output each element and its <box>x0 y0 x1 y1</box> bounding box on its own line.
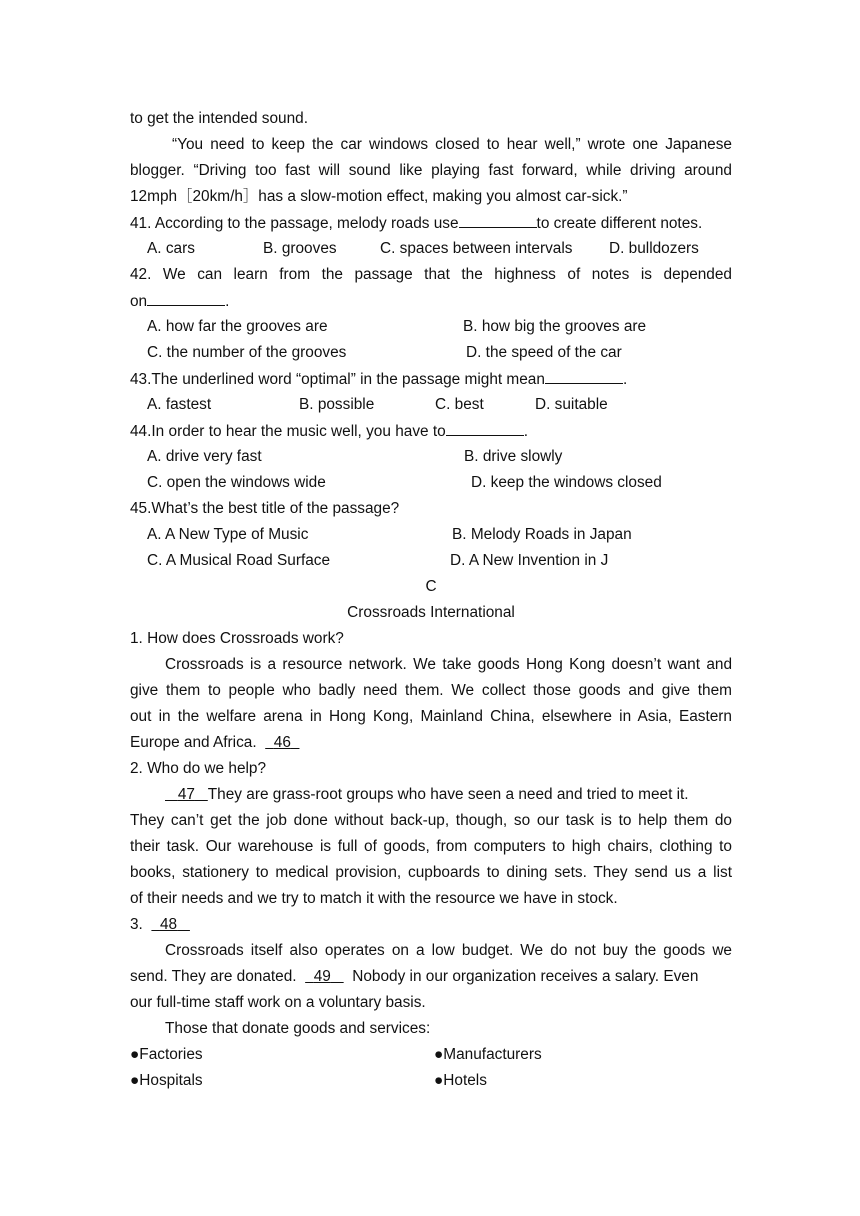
question-42-stem-cont: on . <box>130 288 732 314</box>
paragraph-line: Europe and Africa. 46 <box>130 730 732 756</box>
q45-option-a: A. A New Type of Music <box>147 526 309 543</box>
paragraph-line: Crossroads itself also operates on a low budget. We do not buy the goods we <box>165 942 732 959</box>
passage-line: to get the intended sound. <box>130 110 308 127</box>
q44-option-c: C. open the windows wide <box>147 474 326 491</box>
question-41-stem: 41. According to the passage, melody roads use to create different notes. <box>130 210 732 236</box>
q45-option-d: D. A New Invention in J <box>450 552 609 569</box>
paragraph-line: Crossroads is a resource network. We take goods Hong Kong doesn’t want and <box>165 656 732 673</box>
q42-option-a: A. how far the grooves are <box>147 318 328 335</box>
section-heading-1: 1. How does Crossroads work? <box>130 630 344 647</box>
question-43-stem: 43.The underlined word “optimal” in the passage might mean . <box>130 366 732 392</box>
q42-option-d: D. the speed of the car <box>466 344 622 361</box>
blank-47: 47 <box>177 786 195 803</box>
paragraph-line: our full-time staff work on a voluntary basis. <box>130 994 426 1011</box>
section-letter: C <box>425 578 437 595</box>
answer-blank <box>446 418 524 436</box>
passage-line: blogger. “Driving too fast will sound like playing fast forward, while driving around <box>130 162 732 179</box>
paragraph-line: send. They are donated. 49 Nobody in our organization receives a salary. Even <box>130 968 699 985</box>
section-heading-2: 2. Who do we help? <box>130 760 267 777</box>
q41-option-c: C. spaces between intervals <box>380 240 573 257</box>
question-44-stem: 44.In order to hear the music well, you have to . <box>130 418 732 444</box>
paragraph-line: give them to people who badly need them. We collect those goods and give them <box>130 682 732 699</box>
q41-option-d: D. bulldozers <box>609 240 699 257</box>
section-title: Crossroads International <box>347 604 515 621</box>
passage-line: 12mph［20km/h］has a slow-motion effect, making you almost car-sick.” <box>130 188 628 205</box>
q42-option-c: C. the number of the grooves <box>147 344 347 361</box>
paragraph-line: They can’t get the job done without back-up, though, so our task is to help them do <box>130 812 732 829</box>
paragraph-line: books, stationery to medical provision, cupboards to dining sets. They send us a list <box>130 864 732 881</box>
q44-option-b: B. drive slowly <box>464 448 563 465</box>
q44-option-d: D. keep the windows closed <box>471 474 662 491</box>
blank-46: 46 <box>273 734 291 751</box>
q42-option-b: B. how big the grooves are <box>463 318 647 335</box>
section-heading-3: 3. 48 <box>130 912 732 938</box>
answer-blank <box>545 366 623 384</box>
paragraph-line: out in the welfare arena in Hong Kong, Mainland China, elsewhere in Asia, Eastern <box>130 708 732 725</box>
q41-option-b: B. grooves <box>263 240 337 257</box>
paragraph-line: their task. Our warehouse is full of goods, from computers to high chairs, clothing to <box>130 838 732 855</box>
q44-option-a: A. drive very fast <box>147 448 262 465</box>
q45-option-b: B. Melody Roads in Japan <box>452 526 632 543</box>
answer-blank <box>459 210 537 228</box>
donor-list-item: ●Factories <box>130 1046 203 1063</box>
donor-list-item: ●Hotels <box>434 1072 487 1089</box>
question-42-stem: 42. We can learn from the passage that the highness of notes is depended <box>130 266 732 283</box>
donor-list-item: ●Hospitals <box>130 1072 203 1089</box>
q43-option-b: B. possible <box>299 396 375 413</box>
donor-list-item: ●Manufacturers <box>434 1046 542 1063</box>
paragraph-line: 47 They are grass-root groups who have seen a need and tried to meet it. <box>165 782 732 808</box>
q41-option-a: A. cars <box>147 240 195 257</box>
q45-option-c: C. A Musical Road Surface <box>147 552 331 569</box>
answer-blank <box>147 288 225 306</box>
blank-49: 49 <box>313 968 331 985</box>
blank-48: 48 <box>159 916 178 933</box>
q43-option-d: D. suitable <box>535 396 608 413</box>
question-45-stem: 45.What’s the best title of the passage? <box>130 500 400 517</box>
q43-option-a: A. fastest <box>147 396 212 413</box>
paragraph-line: of their needs and we try to match it with the resource we have in stock. <box>130 890 618 907</box>
q43-option-c: C. best <box>435 396 484 413</box>
passage-line: “You need to keep the car windows closed to hear well,” wrote one Japanese <box>172 136 732 153</box>
paragraph-line: Those that donate goods and services: <box>165 1020 431 1037</box>
